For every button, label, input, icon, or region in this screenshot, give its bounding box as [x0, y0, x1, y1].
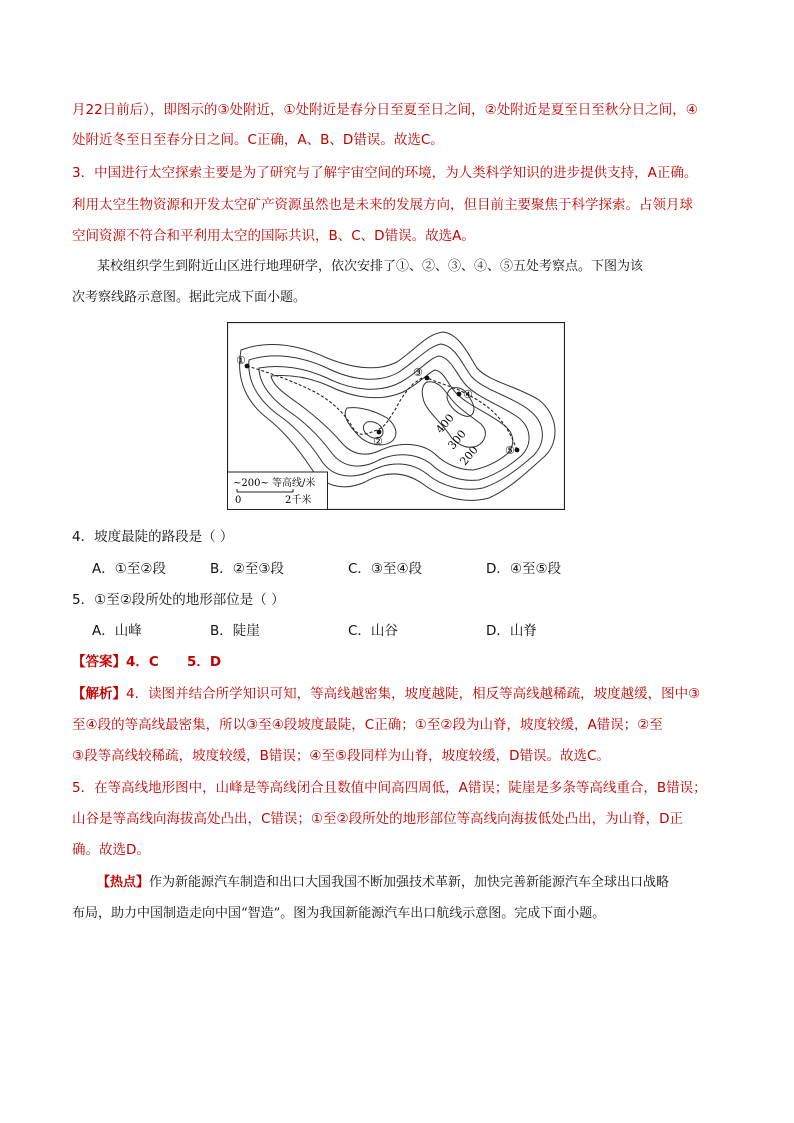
point-2-marker: [377, 430, 382, 435]
analysis-line-6: 确。故选D。: [72, 842, 150, 858]
prev-answer-text-a: 月22日前后），即图示的: [72, 102, 218, 118]
hotspot-line-1: [97, 873, 757, 893]
q3-explain-line-1: 3．中国进行太空探索主要是为了研究与了解宇宙空间的环境，为人类科学知识的进步提供支持，A正确。: [72, 165, 698, 181]
contour-label-200: 200: [457, 443, 481, 468]
point-4-marker: [457, 392, 462, 397]
point-4-label: ④: [463, 388, 473, 401]
q5-option-c[interactable]: C．山谷: [348, 623, 398, 639]
q4-stem: 4．坡度最陡的路段是（ ）: [72, 529, 234, 545]
intro-line-2: 次考察线路示意图。据此完成下面小题。: [72, 290, 307, 305]
analysis-line-3: ③段等高线较稀疏，坡度较缓，B错误；④至⑤段同样为山脊，坡度较缓，D错误。故选C。: [72, 748, 610, 764]
point-5-label: ⑤: [505, 444, 515, 457]
hotspot-tag: 【热点】: [97, 875, 150, 890]
scale-end: 2千米: [285, 495, 312, 506]
q5-stem: 5．①至②段所处的地形部位是（ ）: [72, 592, 285, 608]
analysis-line-2: 至④段的等高线最密集，所以③至④段坡度最陡，C正确；①至②段为山脊，坡度较缓，A错误；②至: [72, 717, 663, 733]
intro-line-1: 某校组织学生到附近山区进行地理研学，依次安排了①、②、③、④、⑤五处考察点。下图为该: [97, 259, 644, 274]
answer-line: [72, 652, 732, 672]
analysis-line-5: 山谷是等高线向海拔高处凸出，C错误；①至②段所处的地形部位等高线向海拔低处凸出，为山脊，D正: [72, 811, 684, 827]
hotspot-text-1: 作为新能源汽车制造和出口大国我国不断加强技术革新，加快完善新能源汽车全球出口战略: [149, 875, 670, 890]
analysis-text-1: 4．读图并结合所学知识可知，等高线越密集，坡度越陡，相反等高线越稀疏，坡度越缓，图中③: [126, 686, 701, 702]
contour-map: [227, 322, 565, 510]
legend-contour: ~200~ 等高线/米: [233, 478, 316, 489]
q5-option-b[interactable]: B．陡崖: [210, 623, 260, 639]
q4-option-a[interactable]: A．①至②段: [92, 561, 166, 577]
answer-tag: 【答案】: [72, 654, 126, 670]
contour-label-400: 400: [433, 411, 457, 436]
analysis-line-4: 5．在等高线地形图中，山峰是等高线闭合且数值中间高四周低，A错误；陡崖是多条等高线重合，B错误；: [72, 780, 707, 796]
contour-label-300: 300: [445, 427, 469, 452]
prev-answer-line-1: [72, 100, 732, 120]
q3-explain-line-2: 利用太空生物资源和开发太空矿产资源虽然也是未来的发展方向，但目前主要聚焦于科学探索。占领月球: [72, 197, 693, 213]
q5-option-d[interactable]: D．山脊: [486, 623, 537, 639]
analysis-line-1: [72, 684, 732, 704]
point-3-label: ③: [413, 366, 423, 379]
point-2-label: ②: [373, 435, 383, 448]
point-5-marker: [515, 448, 520, 453]
hotspot-line-2: 布局，助力中国制造走向中国“智造”。图为我国新能源汽车出口航线示意图。完成下面小题。: [72, 906, 606, 921]
scale-start: 0: [235, 495, 242, 506]
point-1-label: ①: [236, 354, 246, 367]
prev-answer-line-2: 处附近冬至日至春分日之间。C正确，A、B、D错误。故选C。: [72, 132, 444, 148]
q4-option-d[interactable]: D．④至⑤段: [486, 561, 562, 577]
q4-option-b[interactable]: B．②至③段: [210, 561, 284, 577]
q3-explain-line-3: 空间资源不符合和平利用太空的国际共识，B、C、D错误。故选A。: [72, 228, 475, 244]
prev-answer-text-b: ③处附近，①处附近是春分日至夏至日之间，②处附近是夏至日至秋分日之间，④: [217, 102, 698, 118]
q5-option-a[interactable]: A．山峰: [92, 623, 142, 639]
analysis-tag: 【解析】: [72, 686, 126, 702]
point-3-marker: [425, 376, 430, 381]
answer-text: 4．C 5．D: [126, 654, 222, 670]
q4-option-c[interactable]: C．③至④段: [348, 561, 423, 577]
